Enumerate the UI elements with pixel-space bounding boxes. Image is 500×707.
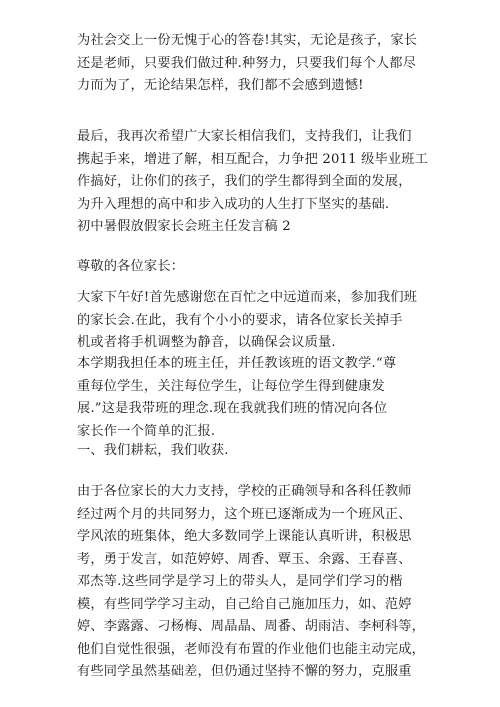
text-line: 家长作一个简单的汇报.: [77, 423, 216, 439]
paragraph-class-report: [77, 481, 437, 684]
text-line: 携起手来，增进了解，相互配合，力争把 2011 级毕业班工: [77, 151, 429, 167]
text-line: 由于各位家长的大力支持，学校的正确领导和各科任教师: [77, 484, 412, 499]
text-line: 初中暑假放假家长会班主任发言稿 2: [77, 219, 291, 234]
text-line: 邓杰等.这些同学是学习上的带头人，是同学们学习的楷: [77, 574, 403, 589]
text-line: 的家长会.在此，我有个小小的要求，请各位家长关掉手: [77, 312, 403, 328]
text-line: 模，有些同学学习主动，自己给自己施加压力，如、范婷: [77, 596, 412, 612]
text-line: 有些同学虽然基础差，但仍通过坚持不懈的努力，克服重: [77, 664, 412, 679]
text-line: 学风浓的班集体，绝大多数同学上课能认真听讲，积极思: [77, 529, 412, 544]
salutation: [77, 256, 437, 279]
text-line: 他们自觉性很强，老师没有布置的作业他们也能主动完成，: [77, 641, 426, 657]
section-title: [77, 216, 437, 239]
text-line: 机或者将手机调整为静音，以确保会议质量.: [77, 335, 336, 350]
text-line: 还是老师，只要我们做过种.种努力，只要我们每个人都尽: [77, 55, 417, 71]
paragraph-teaching-philosophy: [77, 353, 437, 443]
text-line: 力而为了，无论结果怎样，我们都不会感到遗憾!: [77, 78, 364, 93]
paragraph-closing-remark: [77, 30, 437, 98]
text-line: 重每位学生，关注每位学生，让每位学生得到健康发: [77, 378, 385, 394]
paragraph-greeting: [77, 287, 437, 355]
text-line: 大家下午好!首先感谢您在百忙之中远道而来，参加我们班: [77, 290, 418, 305]
text-line: 作搞好，让你们的孩子，我们的学生都得到全面的发展，: [77, 174, 412, 189]
paragraph-final-appeal: [77, 126, 437, 216]
text-line: 最后，我再次希望广大家长相信我们，支持我们，让我们: [77, 129, 412, 144]
text-line: 尊敬的各位家长：: [77, 259, 185, 274]
subheading-harvest: [77, 440, 437, 463]
text-line: 一、我们耕耘，我们收获.: [77, 443, 229, 458]
text-line: 考，勇于发言，如范婷婷、周香、覃玉、余露、王春喜、: [77, 551, 412, 567]
text-line: 为社会交上一份无愧于心的答卷!其实，无论是孩子，家长: [77, 33, 418, 48]
text-line: 展.”这是我带班的理念.现在我就我们班的情况向各位: [77, 401, 388, 416]
text-line: 本学期我担任本的班主任，并任教该班的语文教学.“尊: [77, 356, 397, 371]
text-line: 婷、李露露、刁杨梅、周晶晶、周番、胡雨洁、李柯科等，: [77, 619, 426, 634]
text-line: 经过两个月的共同努力，这个班已逐渐成为一个班风正、: [77, 506, 412, 522]
text-line: 为升入理想的高中和步入成功的人生打下坚实的基础.: [77, 196, 390, 212]
